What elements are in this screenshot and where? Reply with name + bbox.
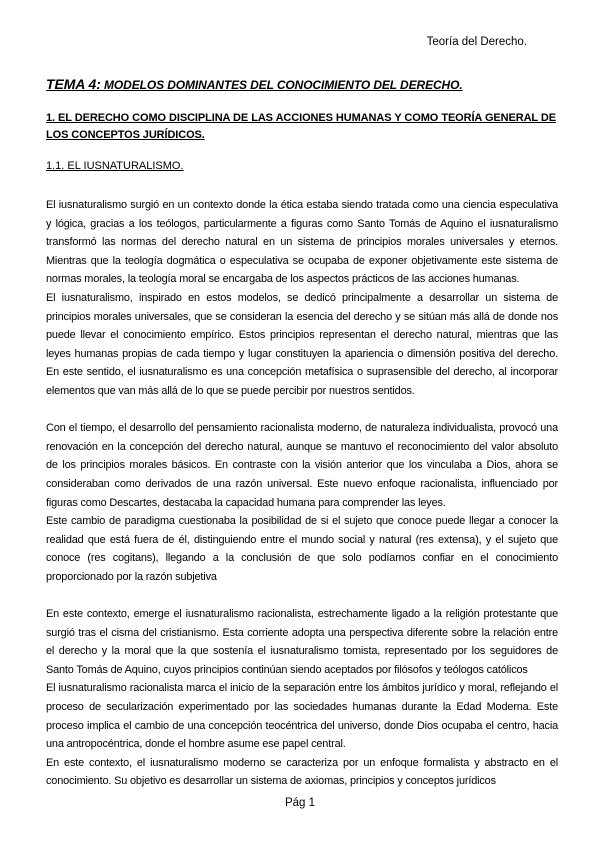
section-heading: 1. EL DERECHO COMO DISCIPLINA DE LAS ACCIONES HUMANAS Y COMO TEORÍA GENERAL DE LOS CONCEPTOS JURÍDICOS. [46,112,556,141]
paragraph: En este contexto, el iusnaturalismo moderno se caracteriza por un enfoque formalista y abstracto en el conocimiento. Su objetivo es desarrollar un sistema de axiomas, principios y conceptos jurídicos [46,756,558,788]
paragraph: El iusnaturalismo, inspirado en estos modelos, se dedicó principalmente a desarrollar un sistema de principios morales universales, que se consideran la esencia del derecho y se sitúan más allá de donde nos puede llevar el conocimiento empírico. Estos principios representan el derecho natural, mientras que las leyes humanas propias de cada tiempo y lugar constituyen la apariencia o dimensión positiva del derecho. En este sentido, el iusnaturalismo es una concepción metafísica o suprasensible del derecho, al incorporar elementos que van más allá de lo que se puede percibir por nuestros sentidos. [46,291,558,397]
page-number: Pág 1 [284,797,316,809]
chapter-label: TEMA 4: [46,76,101,92]
paragraph: El iusnaturalismo surgió en un contexto donde la ética estaba siendo tratada como una ciencia especulativa y lógica, gracias a los teólogos, particularmente a figuras como Santo Tomás de Aquino el iusnaturalismo transformó las normas del derecho natural en un sistema de principios morales universales y eternos. Mientras que la teología dogmática o especulativa se ocupaba de exponer objetivamente este sistema de normas morales, la teología moral se encargaba de los aspectos prácticos de las acciones humanas. [46,199,558,286]
paragraph: En este contexto, emerge el iusnaturalismo racionalista, estrechamente ligado a la religión protestante que surgió tras el cisma del cristianismo. Esta corriente adopta una perspectiva diferente sobre la relación entre el derecho y la moral que la que sostenía el iusnaturalismo tomista, representado por los seguidores de Santo Tomás de Aquino, cuyos principios continúan siendo aceptados por filósofos y teólogos católicos [46,608,558,676]
chapter-title [46,76,556,92]
paragraph: El iusnaturalismo racionalista marca el inicio de la separación entre los ámbitos jurídico y moral, reflejando el proceso de secularización experimentado por las sociedades humanas durante la Edad Moderna. Este proceso implica el cambio de una concepción teocéntrica del universo, donde Dios ocupaba el centro, hacia una antropocéntrica, donde el hombre asume ese papel central. [46,682,558,751]
body-text [46,196,558,791]
paragraph: Con el tiempo, el desarrollo del pensamiento racionalista moderno, de naturaleza individualista, provocó una renovación en la concepción del derecho natural, aunque se mantuvo el reconocimiento del valor absoluto de los principios morales básicos. En contraste con la visión anterior que los vinculaba a Dios, ahora se consideraban como derivados de una razón universal. Este nuevo enfoque racionalista, influenciado por figuras como Descartes, destacaba la capacidad humana para comprender las leyes. [46,422,558,509]
chapter-title-text: MODELOS DOMINANTES DEL CONOCIMIENTO DEL DERECHO. [104,78,463,92]
subsection-heading: 1.1. EL IUSNATURALISMO. [46,160,184,172]
course-header: Teoría del Derecho. [426,36,527,48]
paragraph: Este cambio de paradigma cuestionaba la posibilidad de si el sujeto que conoce puede llegar a conocer la realidad que está fuera de él, distinguiendo entre el mundo social y natural (res extensa), y el sujeto que conoce (res cogitans), llegando a la conclusión de que solo podíamos confiar en el conocimiento proporcionado por la razón subjetiva [46,515,558,583]
